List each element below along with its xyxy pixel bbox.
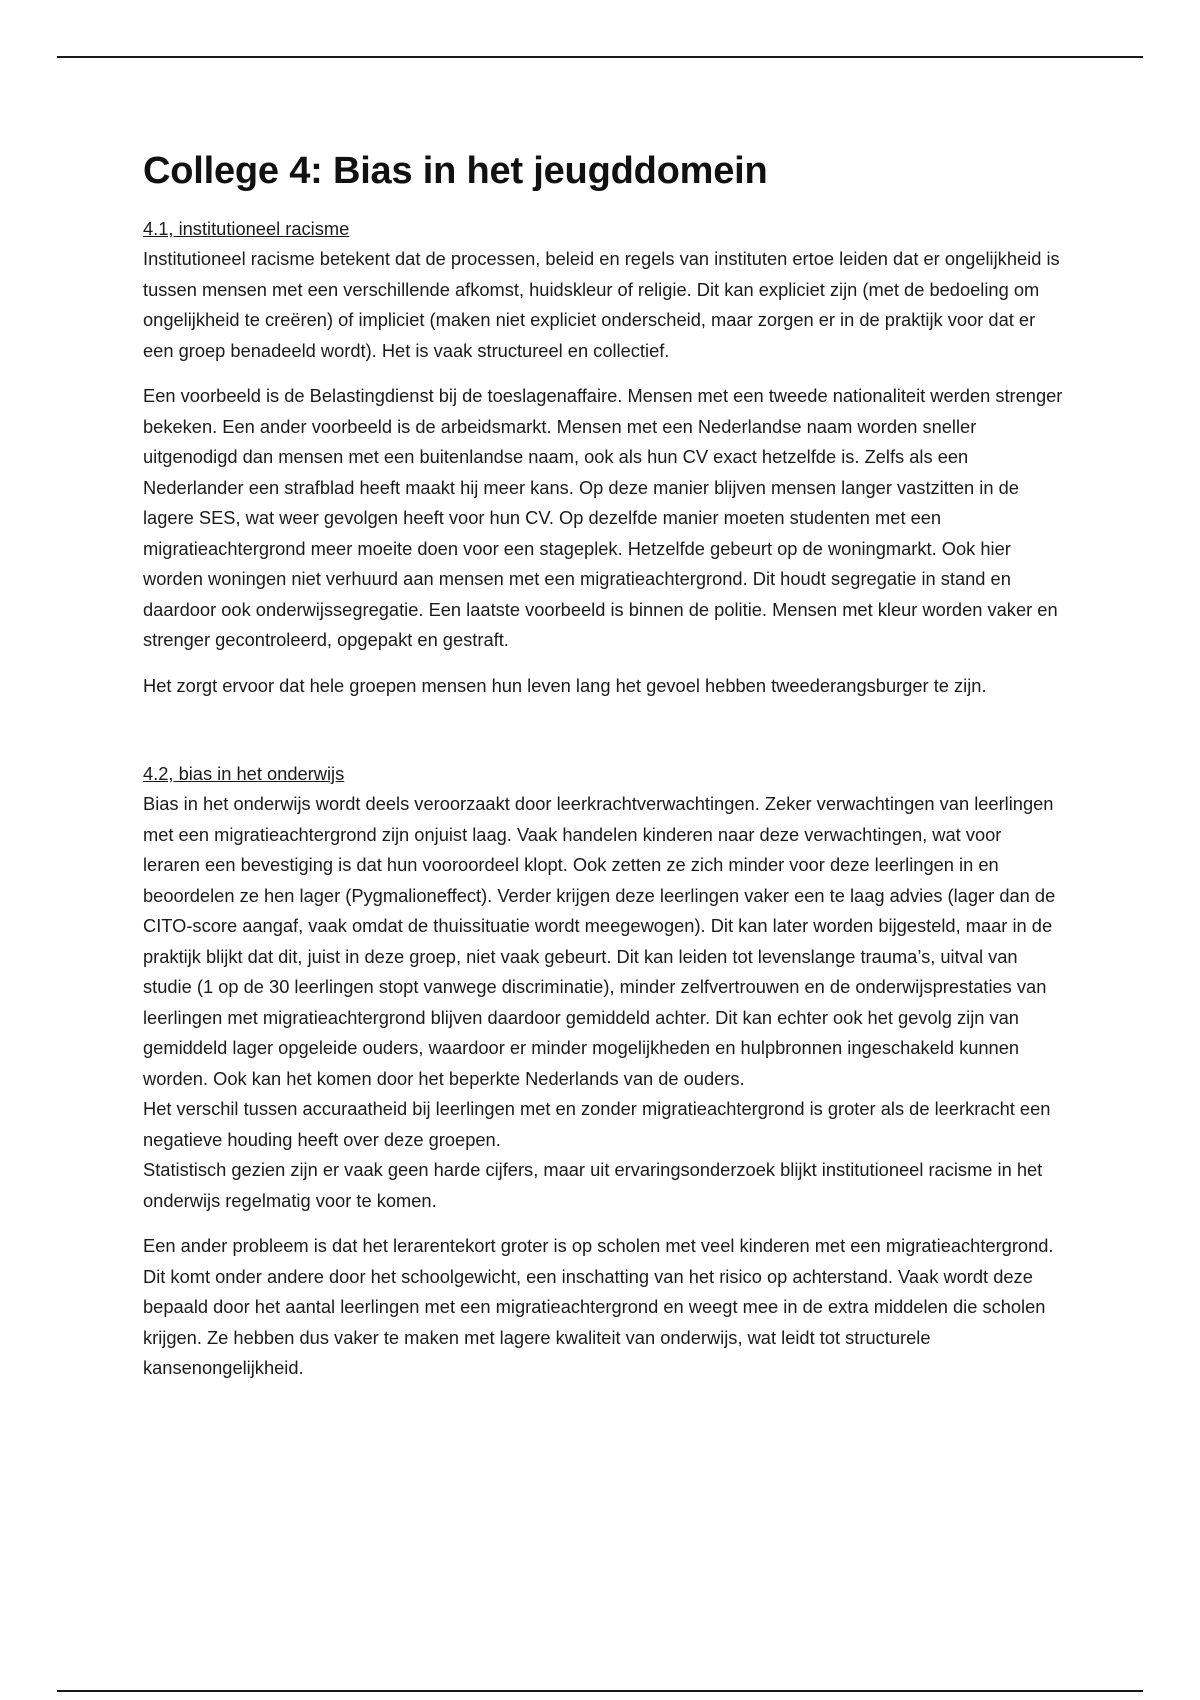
paragraph: Een voorbeeld is de Belastingdienst bij de toeslagenaffaire. Mensen met een tweede nationaliteit werden strenger bekeken. Een ander voorbeeld is de arbeidsmarkt. Mensen met een Nederlandse naam worden sneller uitgenodigd dan mensen met een buitenlandse naam, ook als hun CV exact hetzelfde is. Zelfs als een Nederlander een strafblad heeft maakt hij meer kans. Op deze manier blijven mensen langer vastzitten in de lagere SES, wat weer gevolgen heeft voor hun CV. Op dezelfde manier moeten studenten met een migratieachtergrond meer moeite doen voor een stageplek. Hetzelfde gebeurt op de woningmarkt. Ook hier worden woningen niet verhuurd aan mensen met een migratieachtergrond. Dit houdt segregatie in stand en daardoor ook onderwijssegregatie. Een laatste voorbeeld is binnen de politie. Mensen met kleur worden vaker en strenger gecontroleerd, opgepakt en gestraft. (143, 385, 1063, 650)
section-heading: 4.1, institutioneel racisme (143, 218, 350, 239)
paragraph: Institutioneel racisme betekent dat de processen, beleid en regels van instituten ertoe leiden dat er ongelijkheid is tussen mensen met een verschillende afkomst, huidskleur of religie. Dit kan expliciet zijn (met de bedoeling om ongelijkheid te creëren) of impliciet (maken niet expliciet onderscheid, maar zorgen er in de praktijk voor dat er een groep benadeeld wordt). Het is vaak structureel en collectief. (143, 248, 1060, 361)
page-title: College 4: Bias in het jeugddomein (143, 150, 768, 192)
paragraph: Statistisch gezien zijn er vaak geen harde cijfers, maar uit ervaringsonderzoek blijkt institutioneel racisme in het onderwijs regelmatig voor te komen. (143, 1159, 1043, 1211)
section-heading: 4.2, bias in het onderwijs (143, 763, 345, 784)
paragraph: Het verschil tussen accuraatheid bij leerlingen met en zonder migratieachtergrond is groter als de leerkracht een negatieve houding heeft over deze groepen. (143, 1098, 1051, 1150)
section-bias-onderwijs (143, 759, 1063, 1384)
header-rule (57, 56, 1143, 58)
paragraph: Bias in het onderwijs wordt deels veroorzaakt door leerkrachtverwachtingen. Zeker verwachtingen van leerlingen met een migratieachtergrond zijn onjuist laag. Vaak handelen kinderen naar deze verwachtingen, wat voor leraren een bevestiging is dat hun vooroordeel klopt. Ook zetten ze zich minder voor deze leerlingen in en beoordelen ze hen lager (Pygmalioneffect). Verder krijgen deze leerlingen vaker een te laag advies (lager dan de CITO-score aangaf, vaak omdat de thuissituatie wordt meegewogen). Dit kan later worden bijgesteld, maar in de praktijk blijkt dat dit, juist in deze groep, niet vaak gebeurt. Dit kan leiden tot levenslange trauma’s, uitval van studie (1 op de 30 leerlingen stopt vanwege discriminatie), minder zelfvertrouwen en de onderwijsprestaties van leerlingen met migratieachtergrond blijven daardoor gemiddeld achter. Dit kan echter ook het gevolg zijn van gemiddeld lager opgeleide ouders, waardoor er minder mogelijkheden en hulpbronnen ingeschakeld kunnen worden. Ook kan het komen door het beperkte Nederlands van de ouders. (143, 793, 1056, 1089)
section-institutioneel-racisme (143, 214, 1063, 701)
paragraph: Het zorgt ervoor dat hele groepen mensen hun leven lang het gevoel hebben tweederangsburger te zijn. (143, 674, 987, 696)
footer-rule (57, 1690, 1143, 1692)
document-body (143, 148, 1063, 1384)
paragraph: Een ander probleem is dat het lerarentekort groter is op scholen met veel kinderen met een migratieachtergrond. Dit komt onder andere door het schoolgewicht, een inschatting van het risico op achterstand. Vaak wordt deze bepaald door het aantal leerlingen met een migratieachtergrond en weegt mee in de extra middelen die scholen krijgen. Ze hebben dus vaker te maken met lagere kwaliteit van onderwijs, wat leidt tot structurele kansenongelijkheid. (143, 1235, 1054, 1378)
